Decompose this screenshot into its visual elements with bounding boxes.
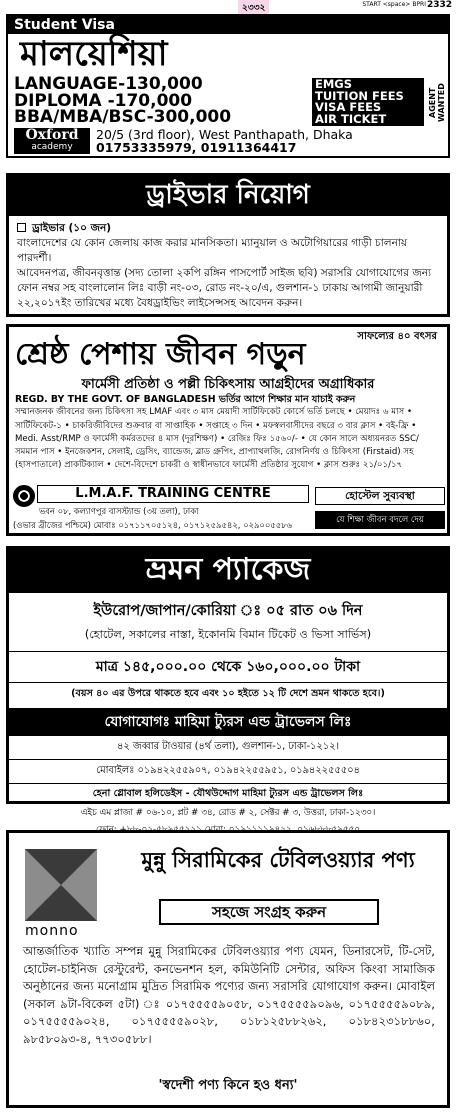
address: ভবন ০৮, কল্যাণপুর বাসস্ট্যান্ড (৩য় তলা), ঢাকা [39,506,199,516]
fee-list [14,76,231,126]
code-number: 2332 [426,0,452,10]
post-title: ড্রাইভার (১০ জন) [32,222,112,234]
oxford-logo [14,128,90,154]
ceramic-tableware-ad [6,830,450,1108]
inclusion-box [312,78,424,126]
driver-recruitment-ad [6,173,450,317]
travel-package-ad [6,546,450,818]
ad-footer [8,126,448,156]
logo-shape [25,849,61,921]
inclusion-item: AIR TICKET [315,111,387,126]
ad-body [9,216,447,316]
ad-subheading: সহজে সংগ্রহ করুন [159,899,379,925]
partner-address: এইচ এম প্লাজা # ০৬-১০, প্লট # ৩৪, রোড # ২, সেক্টর # ৩, উত্তরা, ঢাকা-১২৩০। [80,808,376,818]
contact-block [96,128,353,154]
centre-name-box [13,485,271,505]
paragraph: আবেদনপত্র, জীবনবৃত্তান্ত (সদ্য তোলা ২কপি রঙ্গিন পাসপোর্ট সাইজ ছবি) সরাসরি যোগাযোগের জন্য ফোন নম্বর সহ বাংলালোন লিঃ বাড়ী নং-০৩, রোড নং-২০/এ, গুলশান-১ ঢাকায় আগামী জানুয়ারী ২২,২০১৭ইং তারিখের মধ্যে বৈধড্রাইভিং লাইসেন্সসহ আবেদন করুন। [17,267,432,309]
fee-row: LANGUAGE-130,000 [14,74,203,94]
post-line [17,221,439,236]
brand-name: Oxford [25,127,79,143]
ad-subheading: ফার্মেসী প্রতিষ্ঠা ও পল্লী চিকিৎসায় আগ্রহীদের অগ্রাধিকার [81,377,375,392]
contact-heading: যোগাযোগঃ মাহিমা ট্যুরস এন্ড ট্রাভেলস লিঃ [9,708,447,736]
student-visa-ad [6,14,450,158]
ad-banner: Student Visa [8,16,448,34]
destinations: ইউরোপ/জাপান/কোরিয়া ঃ ০৫ রাত ০৬ দিন [93,603,363,619]
logo-shape [61,849,97,921]
ad-heading: ড্রাইভার নিয়োগ [9,176,447,216]
hostel-badge: হোস্টেল সুব্যবস্থা [315,487,445,505]
inclusion-item: TUITION FEES [315,88,404,103]
inclusion-item: EMGS [315,77,353,91]
logo-text: monno [25,923,79,939]
page-number: ২৩৩২ [238,0,269,15]
ad-body: আন্তর্জাতিক খ্যাতি সম্পন্ন মুন্নু সিরামিকের টেবিলওয়্যার পণ্য যেমন, ডিনারসেট, টি-সেট, হোটেল-চাইনিজ রেস্টুরেন্ট, কনভেনশন হল, কমিউনিটি সেন্টার, অফিস কিংবা সামাজিক অনুষ্ঠানের জন্য মনোগ্রাম মুদ্রিত সিরামিক পণ্যের জন্য সরাসরি যোগাযোগ করুন। মোবাইল (সকাল ৯টা-বিকেল ৫টা) ঃ ০১৭৫৫৫৫৯০৫৮, ০১৭৫৫৫৫৯০৯৬, ০১৭৫৫৫৫৯০৮৯, ০১৭৫৫৫৫৯০২৪, ০১৭৫৫৫৫৯০২৮, ০১৮১২৫৮৮২৬২, ০১৮৪২৩১৮৮৬০, ৯৮৫৮০৯৩-৪, ৭৭৩০৫৮৮। [23,944,435,1046]
agent-wanted-label: AGENT WANTED [428,83,446,123]
training-centre-ad [6,324,450,536]
registration-line: REGD. BY THE GOVT. OF BANGLADESH ভর্তির আগে শিক্ষার মান যাচাই করুন [15,394,356,405]
conditions: (বয়স ৪০ এর উপরে থাকতে হবে এবং ১০ হইতে ১২ টি দেশে ভ্রমন থাকতে হবে।) [71,688,385,699]
partner-name: হেনা গ্লোবাল হলিডেইস - যৌথউদ্দোগ মাহিমা ট্যুরস এন্ড ট্রাভেলস লিঃ [92,788,364,799]
paragraph: বাংলাদেশের যে কোন জেলায় কাজ করার মানসিকতা। ম্যানুয়াল ও অটোগিয়ারের গাড়ী চালনায় পারদর্শী। [17,237,408,264]
ad-body [15,393,441,473]
address: 20/5 (3rd floor), West Panthapath, Dhaka [96,127,353,142]
monno-logo [25,849,111,941]
price: মাত্র ১৪৫,০০০.০০ থেকে ১৬০,০০০.০০ টাকা [9,651,447,683]
slogan: যে শিক্ষা জীবন বদলে দেয় [315,511,445,529]
ad-heading: শ্রেষ্ঠ পেশায় জীবন গড়ুন [15,337,306,372]
fee-row: DIPLOMA -170,000 [14,90,193,111]
slogan: 'স্বদেশী পণ্য কিনে হও ধন্য' [158,1078,298,1093]
country-title: মালয়েশিয়া [20,34,168,74]
emblem-icon [13,485,35,507]
fee-row: BBA/MBA/BSC-300,000 [14,107,232,127]
phone-numbers: 01753335979, 01911364417 [96,140,297,155]
ad-heading: ভ্রমন প্যাকেজ [9,549,447,593]
mobile-numbers: মোবাইলঃ ০১৯৪২২৫৫৯০৭, ০১৯৪২২৫৫৯৫১, ০১৯৪২২৫৫৫০৪ [9,763,447,784]
course-details: সম্মানজনক জীবনের জন্য চিকিৎসা সহ LMAF এবং ৩ মাস মেয়াদী সার্টিফিকেট কোর্সে ভর্তি চলছে • মেয়াদঃ ৬ মাস • সার্টিফিকেট-১ • চাকরিজীবিদের শুক্রবার বা সাপ্তাহিক • সপ্তাহে ৩ দিন • মফস্বলবাসীদের বছরে ৩ বার ক্লাস • বই-ফ্রি • Medi. Asst/RMP ও ফার্মেসী কর্মরতদের ৪ মাস (দূরশিক্ষণ) • রেজিঃ ফিঃ ১৫৬০/- • যে কোন সালে অধ্যয়নরত SSC/সমমান পাস • ইনজেকশন, সেলাই, ড্রেসিং, ব্যান্ডেজ, ব্লাড গ্রুপিং, প্রাপ্যাথলজি, রোগনির্ণয় ও চিকিৎসা (Firstaid) সহ (হাসপাতালে) প্রাকটিক্যাল • দেশে-বিদেশে চাকরী ও স্বাধীনভাবে ফার্মেসী প্রতিষ্ঠার সুযোগ • ক্লাস শুরুঃ ২১/০১/১৭ [15,407,419,471]
centre-name: L.M.A.F. TRAINING CENTRE [37,485,309,503]
anniversary-label: সাফল্যের ৪০ বৎসর [357,331,437,342]
fee-rows [8,76,448,126]
ad-body [9,600,447,837]
ad-heading: মুন্নু সিরামিকের টেবিলওয়্যার পণ্য [141,848,415,872]
address: ৪২ জব্বার টাওয়ার (৪র্থ তলা), গুলশান-১, ঢাকা-১২১২। [9,739,447,760]
checkbox-icon [17,223,26,232]
contact-phones: (ওভার ব্রীজের পশ্চিমে) মোবাঃ ০১৭১১৭০৫১২৪, ০১৭১২৫৯৫৪২, ০২৯০০৫৫৮৬ [13,520,293,530]
inclusion-item: VISA FEES [315,100,382,114]
brand-sub: academy [31,142,73,152]
code-label: START <space> BPRI [362,1,426,8]
inclusions: (হোটেল, সকালের নাস্তা, ইকোনমি বিমান টিকেট ও ভিসা সার্ভিস) [84,628,372,641]
